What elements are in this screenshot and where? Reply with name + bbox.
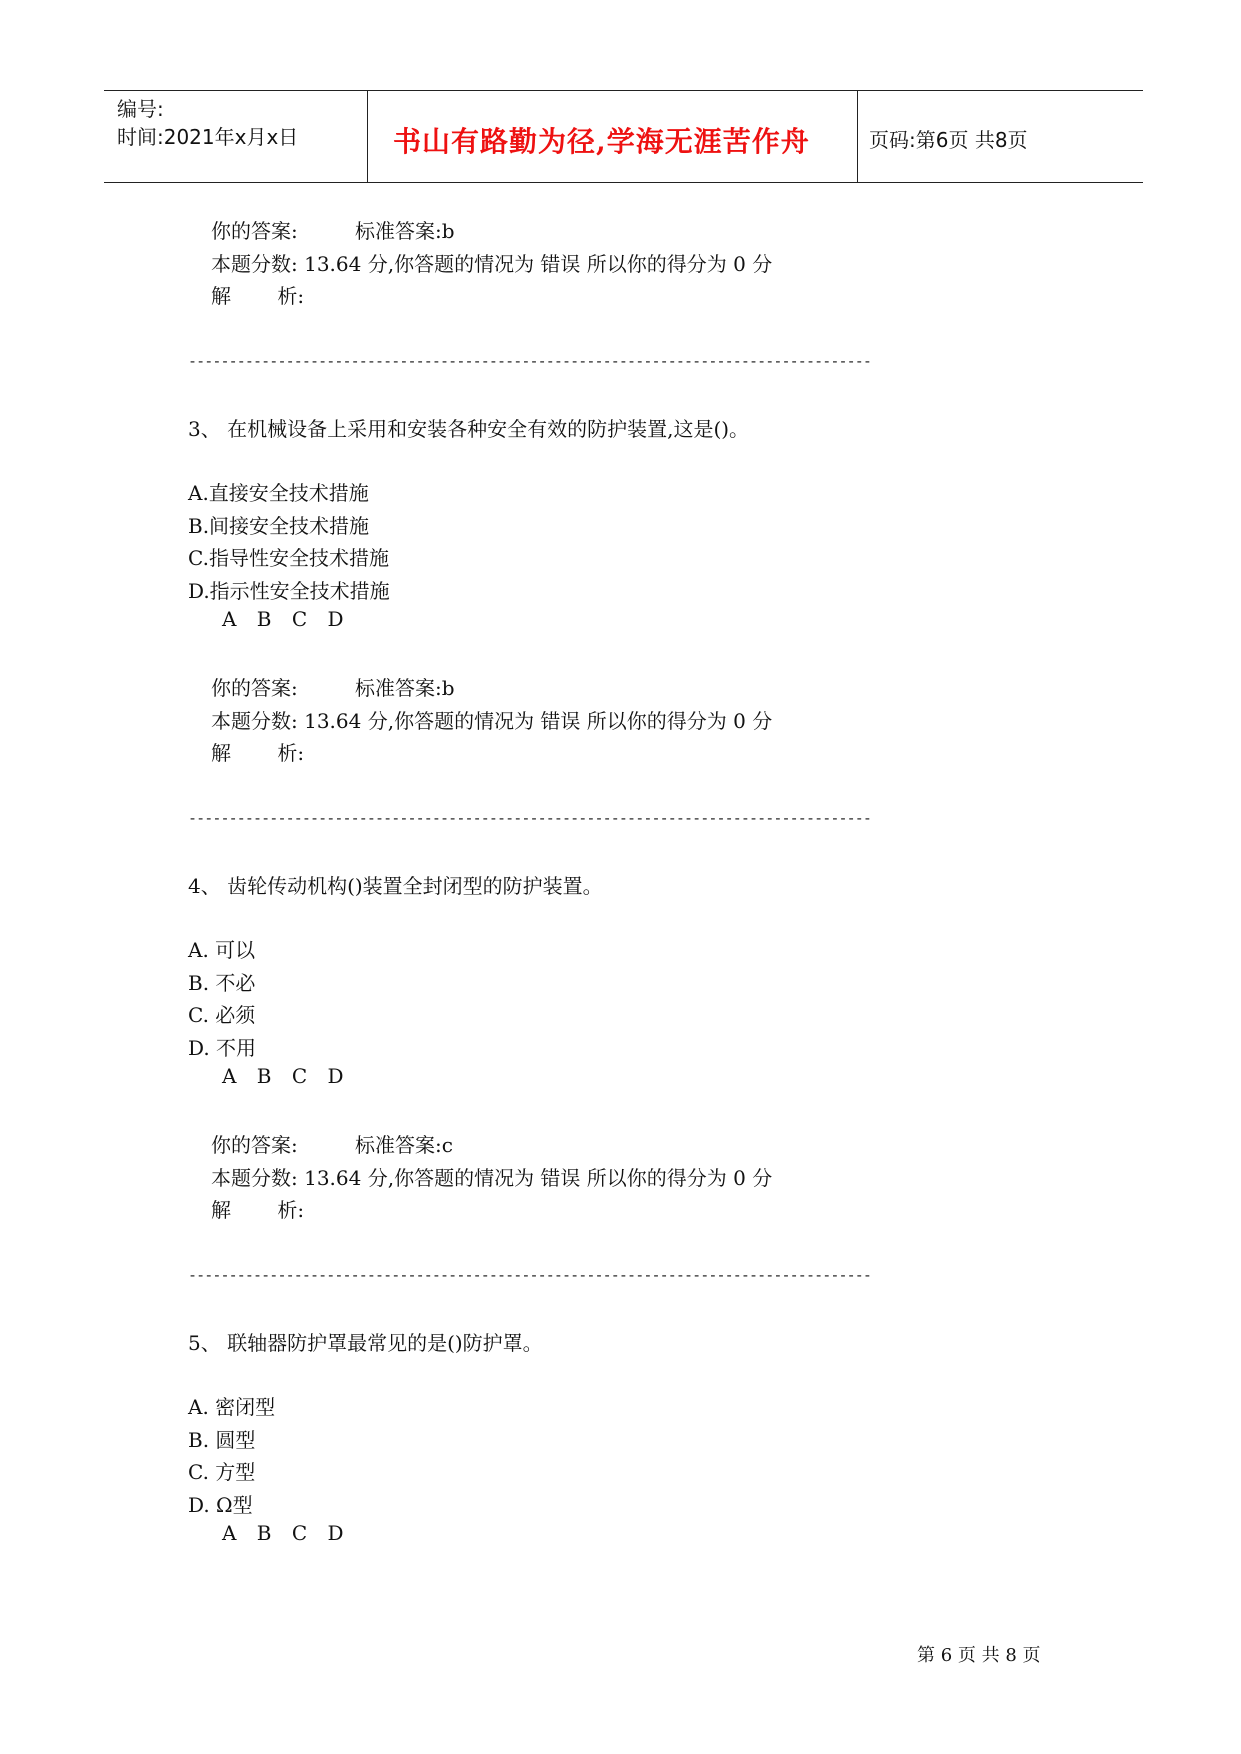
question-4: 4、 齿轮传动机构()装置全封闭型的防护装置。: [188, 874, 603, 898]
q5-choice-buttons[interactable]: A B C D: [222, 1521, 344, 1545]
page-footer: 第 6 页 共 8 页: [917, 1645, 1041, 1666]
score-line: 本题分数: 13.64 分,你答题的情况为 错误 所以你的得分为 0 分: [211, 709, 773, 733]
q3-option-d: D.指示性安全技术措施: [188, 579, 390, 603]
q5-option-d: D. Ω型: [188, 1493, 253, 1517]
separator-line: ------------------------------------------------------------------------------------: [188, 352, 871, 370]
q4-choice-buttons[interactable]: A B C D: [222, 1064, 344, 1088]
header-motto: 书山有路勤为径,学海无涯苦作舟: [393, 125, 810, 158]
q4-option-a: A. 可以: [188, 938, 256, 962]
question-5: 5、 联轴器防护罩最常见的是()防护罩。: [188, 1331, 543, 1355]
q4-option-b: B. 不必: [188, 971, 256, 995]
header-page-label: 页码:第6页 共8页: [869, 128, 1028, 152]
q5-option-b: B. 圆型: [188, 1428, 256, 1452]
score-line: 本题分数: 13.64 分,你答题的情况为 错误 所以你的得分为 0 分: [211, 252, 773, 276]
header-divider-left: [367, 90, 368, 182]
analysis-label: 解 析:: [211, 1198, 305, 1222]
standard-answer: 标准答案:b: [355, 219, 455, 243]
q4-option-d: D. 不用: [188, 1036, 257, 1060]
q3-choice-buttons[interactable]: A B C D: [222, 607, 344, 631]
standard-answer: 标准答案:c: [355, 1133, 453, 1157]
header-number-label: 编号:: [117, 97, 164, 121]
separator-line: ------------------------------------------------------------------------------------: [188, 1266, 871, 1284]
q5-option-a: A. 密闭型: [188, 1395, 276, 1419]
your-answer-label: 你的答案:: [211, 676, 298, 700]
header-bottom-rule: [104, 182, 1143, 183]
separator-line: ------------------------------------------------------------------------------------: [188, 809, 871, 827]
question-3: 3、 在机械设备上采用和安装各种安全有效的防护装置,这是()。: [188, 417, 750, 441]
q5-option-c: C. 方型: [188, 1460, 256, 1484]
your-answer-label: 你的答案:: [211, 1133, 298, 1157]
q3-option-c: C.指导性安全技术措施: [188, 546, 389, 570]
standard-answer: 标准答案:b: [355, 676, 455, 700]
header-divider-right: [857, 90, 858, 182]
your-answer-label: 你的答案:: [211, 219, 298, 243]
header-top-rule: [104, 90, 1143, 91]
analysis-label: 解 析:: [211, 741, 305, 765]
score-line: 本题分数: 13.64 分,你答题的情况为 错误 所以你的得分为 0 分: [211, 1166, 773, 1190]
q3-option-a: A.直接安全技术措施: [188, 481, 369, 505]
analysis-label: 解 析:: [211, 284, 305, 308]
header-time-label: 时间:2021年x月x日: [117, 125, 299, 149]
q3-option-b: B.间接安全技术措施: [188, 514, 370, 538]
q4-option-c: C. 必须: [188, 1003, 256, 1027]
